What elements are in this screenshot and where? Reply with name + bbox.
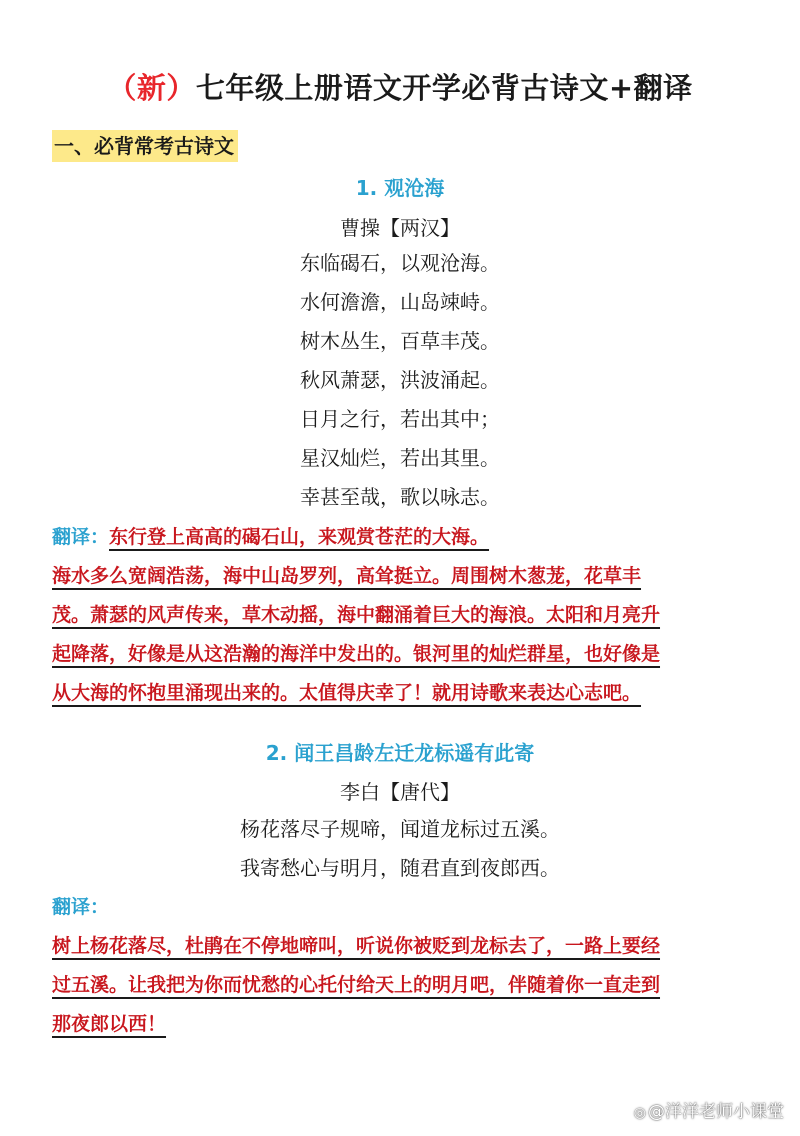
translation-line bbox=[52, 966, 752, 1005]
title-badge: （新） bbox=[107, 71, 196, 105]
translation-block bbox=[52, 518, 752, 713]
translation-text: 树上杨花落尽，杜鹃在不停地啼叫，听说你被贬到龙标去了，一路上要经 bbox=[52, 935, 661, 957]
watermark bbox=[634, 1097, 784, 1122]
poem-author: 李白【唐代】 bbox=[340, 780, 460, 804]
translation-text: 东行登上高高的碣石山，来观赏苍茫的大海。 bbox=[109, 526, 490, 548]
poem-title: 2. 闻王昌龄左迁龙标遥有此寄 bbox=[265, 741, 535, 765]
translation-line bbox=[52, 557, 752, 596]
translation-line bbox=[52, 927, 752, 966]
section-heading: 一、必背常考古诗文 bbox=[52, 130, 238, 162]
poem-line: 日月之行，若出其中； bbox=[300, 407, 500, 431]
poem-line: 幸甚至哉，歌以咏志。 bbox=[300, 485, 500, 509]
translation-line bbox=[52, 596, 752, 635]
translation-line bbox=[52, 635, 752, 674]
translation-text: 起降落，好像是从这浩瀚的海洋中发出的。银河里的灿烂群星，也好像是 bbox=[52, 643, 661, 665]
weibo-logo-icon: ◎ bbox=[633, 1105, 646, 1121]
translation-line bbox=[52, 518, 752, 557]
translation-line bbox=[52, 674, 752, 713]
title-main: 七年级上册语文开学必背古诗文+翻译 bbox=[195, 71, 693, 105]
translation-text: 过五溪。让我把为你而忧愁的心托付给天上的明月吧，伴随着你一直走到 bbox=[52, 974, 661, 996]
translation-line bbox=[52, 1005, 752, 1044]
poem-author: 曹操【两汉】 bbox=[340, 216, 460, 240]
translation-label: 翻译： bbox=[52, 526, 110, 548]
translation-text: 茂。萧瑟的风声传来，草木动摇，海中翻涌着巨大的海浪。太阳和月亮升 bbox=[52, 604, 661, 626]
poem-line: 星汉灿烂，若出其里。 bbox=[300, 446, 500, 470]
poem-line: 我寄愁心与明月，随君直到夜郎西。 bbox=[240, 856, 560, 880]
poem-line: 树木丛生，百草丰茂。 bbox=[300, 329, 500, 353]
translation-text: 那夜郎以西！ bbox=[52, 1013, 167, 1035]
translation-label: 翻译： bbox=[52, 896, 110, 918]
page-title bbox=[0, 66, 800, 107]
translation-text: 从大海的怀抱里涌现出来的。太值得庆幸了！就用诗歌来表达心志吧。 bbox=[52, 682, 642, 704]
poem-line: 东临碣石，以观沧海。 bbox=[300, 251, 500, 275]
poem-line: 秋风萧瑟，洪波涌起。 bbox=[300, 368, 500, 392]
translation-block bbox=[52, 888, 752, 1044]
watermark-text: @洋洋老师小课堂 bbox=[648, 1102, 784, 1122]
translation-text: 海水多么宽阔浩荡，海中山岛罗列，高耸挺立。周围树木葱茏，花草丰 bbox=[52, 565, 642, 587]
poem-line: 水何澹澹，山岛竦峙。 bbox=[300, 290, 500, 314]
poem-line: 杨花落尽子规啼，闻道龙标过五溪。 bbox=[240, 817, 560, 841]
translation-line bbox=[52, 888, 752, 927]
poem-title: 1. 观沧海 bbox=[355, 176, 445, 200]
